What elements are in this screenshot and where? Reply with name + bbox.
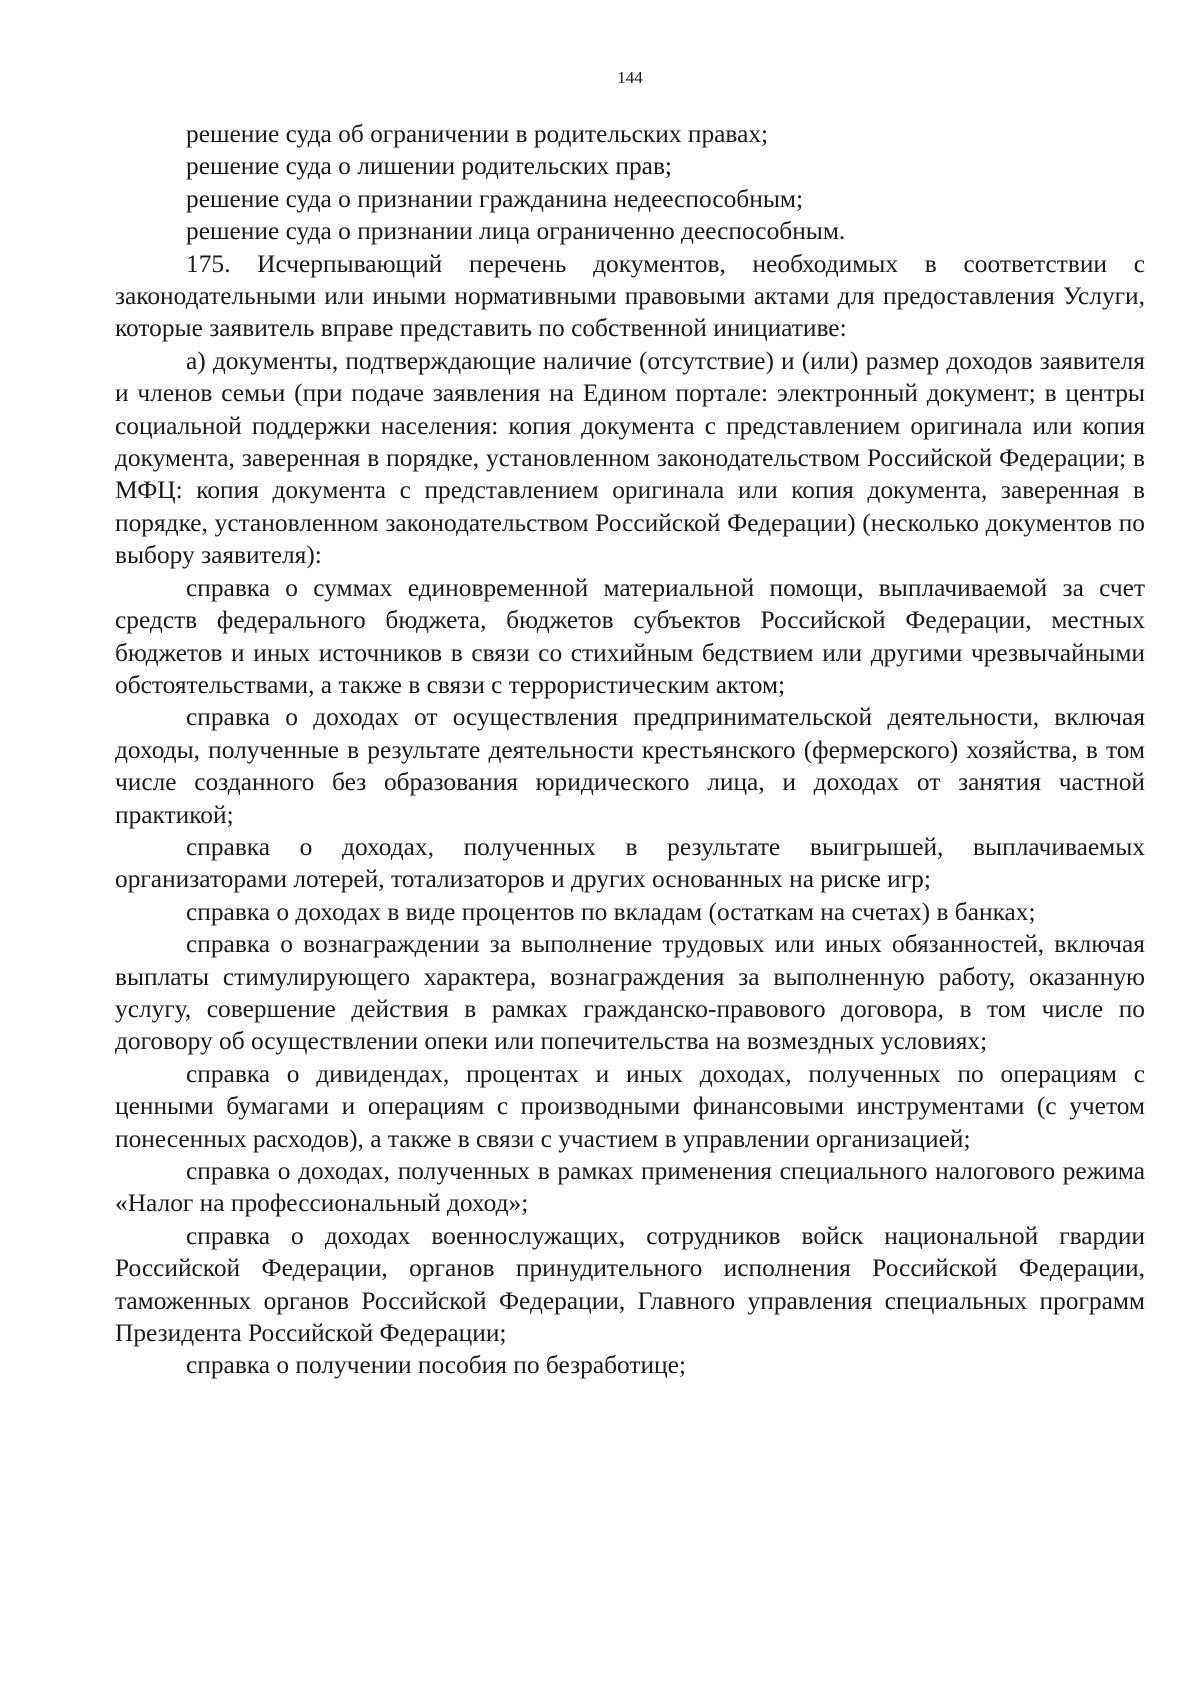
paragraph: справка о доходах от осуществления предпринимательской деятельности, включая доходы, полученные в результате деятельности крестьянского (фермерского) хозяйства, в том числе созданного без образования юридического лица, и доходах от занятия частной практикой; [115,703,1145,829]
paragraph: справка о суммах единовременной материальной помощи, выплачиваемой за счет средств федерального бюджета, бюджетов субъектов Российской Федерации, местных бюджетов и иных источников в связи со стихийным бедствием или другими чрезвычайными обстоятельствами, а также в связи с террористическим актом; [115,573,1145,699]
paragraph: справка о вознаграждении за выполнение трудовых или иных обязанностей, включая выплаты стимулирующего характера, вознаграждения за выполненную работу, оказанную услугу, совершение действия в рамках гражданско-правового договора, в том числе по договору об осуществлении опеки или попечительства на возмездных условиях; [115,930,1145,1056]
paragraph: а) документы, подтверждающие наличие (отсутствие) и (или) размер доходов заявителя и членов семьи (при подаче заявления на Едином портале: электронный документ; в центры социальной поддержки населения: копия документа с представлением оригинала или копия документа, заверенная в порядке, установленном законодательством Российской Федерации; в МФЦ: копия документа с представлением оригинала или копия документа, заверенная в порядке, установленном законодательством Российской Федерации) (несколько документов по выбору заявителя): [115,346,1145,570]
paragraph: решение суда об ограничении в родительских правах; [186,120,769,148]
paragraph: справка о доходах, полученных в рамках применения специального налогового режима «Налог на профессиональный доход»; [115,1157,1145,1218]
paragraph: справка о доходах, полученных в результате выигрышей, выплачиваемых организаторами лотерей, тотализаторов и других основанных на риске игр; [115,832,1145,894]
paragraph: справка о доходах военнослужащих, сотрудников войск национальной гвардии Российской Федерации, органов принудительного исполнения Российской Федерации, таможенных органов Российской Федерации, Главного управления специальных программ Президента Российской Федерации; [115,1221,1145,1348]
paragraph: решение суда о признании гражданина недееспособным; [186,184,803,213]
paragraph: справка о получении пособия по безработице; [186,1351,686,1380]
paragraph: 175. Исчерпывающий перечень документов, необходимых в соответствии с законодательными или иными нормативными правовыми актами для предоставления Услуги, которые заявитель вправе представить по собственной инициативе: [115,249,1145,343]
document-body [115,118,1145,1382]
paragraph: справка о доходах в виде процентов по вкладам (остаткам на счетах) в банках; [186,897,1036,926]
paragraph: решение суда о лишении родительских прав; [186,152,672,181]
page-number: 144 [617,68,643,87]
paragraph: справка о дивидендах, процентах и иных доходах, полученных по операциям с ценными бумагами и операциям с производными финансовыми инструментами (с учетом понесенных расходов), а также в связи с участием в управлении организацией; [115,1059,1145,1153]
paragraph: решение суда о признании лица ограниченно дееспособным. [186,217,846,246]
